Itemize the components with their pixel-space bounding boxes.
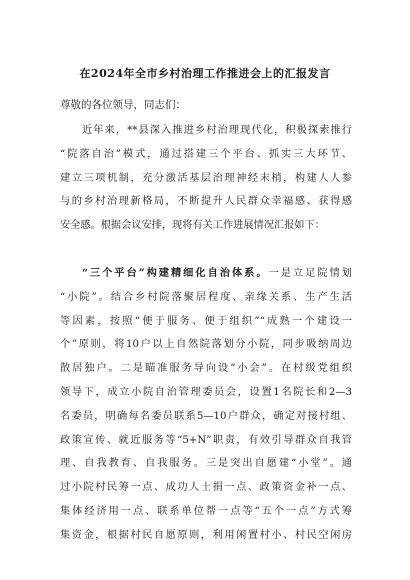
- paragraph-three-platforms: [60, 262, 352, 548]
- paragraph-line: 个”原则，将10户以上自然院落划分小院，同步吸纳周边: [60, 339, 352, 351]
- paragraph-line: “院落自治”模式，通过搭建三个平台、抓实三大环节、: [60, 148, 352, 160]
- document-title: 在2024年全市乡村治理工作推进会上的汇报发言: [79, 67, 331, 80]
- section-heading: “三个平台”构建精细化自治体系。: [82, 267, 269, 279]
- paragraph-line: 集体经济用一点、联系单位帮一点等“五个一点”方式筹: [60, 505, 352, 517]
- paragraph-line: 建立三项机制，充分激活基层治理神经末梢，构建人人参: [60, 172, 352, 184]
- paragraph-line: 领导下，成立小院自治管理委员会，设置1名院长和2—3: [60, 386, 352, 398]
- paragraph-line: 集资金，根据村民自愿原则，利用闲置村小、村民空闲房: [60, 529, 352, 541]
- paragraph-line: “小院”。结合乡村院落聚居程度、亲缘关系、生产生活: [60, 291, 352, 303]
- salutation: 尊敬的各位领导，同志们：: [60, 99, 186, 111]
- paragraph-line: 理、自我教育、自我服务。三是突出自愿建“小堂”。通: [60, 458, 352, 470]
- paragraph-first-line: [60, 262, 352, 286]
- paragraph-line: 散居独户。二是瞄准服务导向设“小会”。在村级党组织: [60, 363, 352, 375]
- paragraph-line: 等因素，按照“便于服务、便于组织”“成熟一个建设一: [60, 315, 352, 327]
- paragraph-line: 名委员，明确每名委员联系5—10户群众，确定对接村组、: [60, 410, 352, 422]
- paragraph-line: 安全感。根据会议安排，现将有关工作进展情况汇报如下：: [60, 220, 325, 232]
- paragraph-line: 近年来，**县深入推进乡村治理现代化，积极探索推行: [82, 125, 352, 136]
- paragraph-intro: [60, 119, 352, 238]
- paragraph-line: 政策宣传、就近服务等“5+N”职责，有效引导群众自我管: [60, 434, 352, 446]
- paragraph-line: 过小院村民筹一点、成功人士捐一点、政策资金补一点、: [60, 482, 352, 494]
- paragraph-line: 与的乡村治理新格局，不断提升人民群众幸福感、获得感: [60, 196, 352, 208]
- paragraph-line-text: 一是立足院情划: [268, 268, 352, 279]
